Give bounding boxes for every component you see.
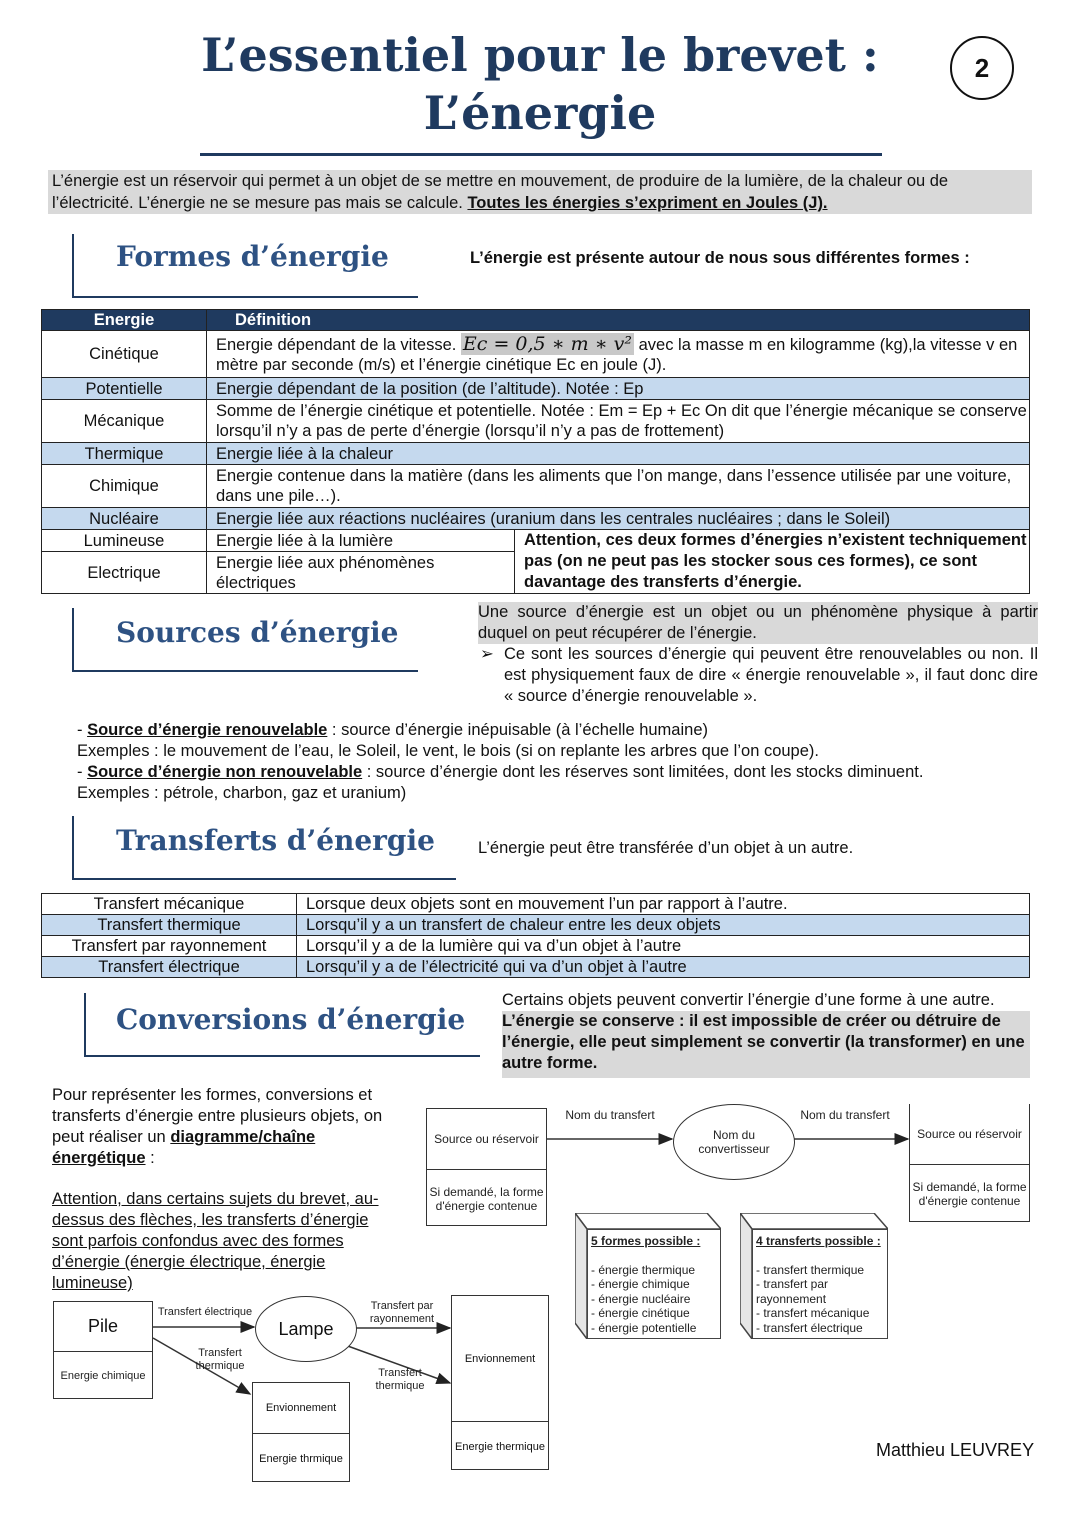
list-item: - énergie cinétique [591, 1306, 690, 1320]
transfer-definition: Lorsqu’il y a de l’électricité qui va d’un objet à l’autre [297, 957, 1030, 978]
transfer-warning-note: Attention, ces deux formes d’énergies n’existent techniquement pas (on ne peut pas les stocker sous ces formes), ce sont davantage des transferts d’énergie. [515, 530, 1030, 594]
diagram-intro-text: Pour représenter les formes, conversions et transferts d’énergie entre plusieurs objets, on peut réaliser un [52, 1086, 383, 1146]
list-item: - énergie potentielle [591, 1320, 697, 1335]
forms-list [587, 1229, 721, 1339]
kinetic-energy-formula: Ec = 0,5 ∗ m ∗ v² [462, 332, 633, 355]
diagram-intro-text: : [145, 1149, 155, 1167]
box-energy-form: Si demandé, la forme d'énergie contenue [910, 1164, 1029, 1222]
energy-name: Cinétique [42, 331, 207, 378]
pile-box [53, 1301, 153, 1399]
environment-energy-form: Energie thermique [452, 1421, 548, 1471]
intro-text: L’énergie est un réservoir qui permet à un objet de se mettre en mouvement, de produire de la lumière, de la chaleur ou de l’électricité. L’énergie ne se mesure pas mais se calcule. [52, 172, 949, 212]
energy-definition: Energie contenue dans la matière (dans les aliments que l’on mange, dans l’essence utilisée par une voiture, dans une pile…). [207, 465, 1030, 508]
section-title-transferts: Transferts d’énergie [116, 824, 435, 857]
renewable-label: Source d’énergie renouvelable [87, 721, 328, 739]
diagram-warning: Attention, dans certains sujets du brevet, au-dessus des flèches, les transferts d’énergie sont parfois confondus avec des formes d’énergie (énergie électrique, énergie lumineuse) [52, 1190, 379, 1292]
title-line-1: L’essentiel pour le brevet : [201, 28, 879, 82]
definition-text: Energie dépendant de la vitesse. [216, 335, 461, 354]
intro-emphasis: Toutes les énergies s’expriment en Joules (J). [467, 194, 828, 212]
non-renewable-label: Source d’énergie non renouvelable [87, 763, 363, 781]
list-item: - énergie thermique [591, 1262, 696, 1277]
pile-energy-form: Energie chimique [54, 1351, 152, 1400]
title-line-2: L’énergie [423, 86, 657, 140]
transfer-label: Transfert thermique [375, 1367, 425, 1392]
box-label: Source ou réservoir [434, 1132, 539, 1146]
energy-name: Lumineuse [42, 530, 207, 552]
transferts-subtitle: L’énergie peut être transférée d’un objet à un autre. [478, 839, 854, 857]
energy-name: Chimique [42, 465, 207, 508]
transfer-label: Transfert par rayonnement [369, 1300, 435, 1325]
pile-label: Pile [87, 1316, 118, 1336]
conversions-text: Certains objets peuvent convertir l’énergie d’une forme à une autre. [502, 991, 995, 1009]
energy-name: Nucléaire [42, 508, 207, 530]
non-renewable-definition: : source d’énergie dont les réserves sont limitées, dont les stocks diminuent. [362, 763, 924, 781]
energy-definition: Energie liée à la lumière [207, 530, 515, 552]
list-item: - transfert électrique [756, 1320, 863, 1335]
transfers-list-title: 4 transferts possible : [756, 1234, 881, 1248]
converter-ellipse: Nom du convertisseur [673, 1104, 795, 1180]
transfer-name: Transfert électrique [42, 957, 297, 978]
formes-subtitle: L’énergie est présente autour de nous sous différentes formes : [470, 249, 970, 267]
environment-label: Envionnement [464, 1352, 536, 1365]
energy-definition: Somme de l’énergie cinétique et potentielle. Notée : Em = Ep + Ec On dit que l’énergie mécanique se conserve lorsqu’il n’y a pas de perte d’énergie (lorsqu’il n’y a pas de frottement) [207, 400, 1030, 443]
transfer-name: Transfert thermique [42, 915, 297, 936]
transfer-label: Transfert thermique [195, 1347, 245, 1372]
transfer-label: Transfert électrique [157, 1306, 253, 1318]
target-reservoir-box [909, 1104, 1030, 1222]
transfers-list [752, 1229, 888, 1339]
energy-name: Potentielle [42, 378, 207, 400]
energy-definition: Energie liée aux phénomènes électriques [207, 552, 515, 594]
energy-definition: Energie dépendant de la position (de l’altitude). Notée : Ep [207, 378, 1030, 400]
energy-definition: Energie liée à la chaleur [207, 443, 1030, 465]
bullet-text: Ce sont les sources d’énergie qui peuvent être renouvelables ou non. Il est physiquement faux de dire « énergie renouvelable », il faut donc dire « source d’énergie renouvelable ». [504, 645, 1038, 705]
renewable-line: - Source d’énergie renouvelable : source d’énergie inépuisable (à l’échelle humaine) [77, 721, 708, 739]
lampe-ellipse: Lampe [255, 1296, 357, 1362]
energy-name: Thermique [42, 443, 207, 465]
section-title-conversions: Conversions d’énergie [116, 1003, 466, 1036]
transfer-definition: Lorsqu’il y a un transfert de chaleur entre les deux objets [297, 915, 1030, 936]
list-item: - énergie chimique [591, 1277, 690, 1291]
renewable-examples: Exemples : le mouvement de l’eau, le Soleil, le vent, le bois (si on replante les arbres que l’on coupe). [77, 742, 819, 760]
environment-label: Envionnement [265, 1402, 337, 1414]
environment-energy-form: Energie thrmique [253, 1433, 349, 1483]
section-title-formes: Formes d’énergie [116, 240, 389, 273]
column-header: Définition [207, 310, 1030, 331]
energy-conservation-note: L’énergie se conserve : il est impossible de créer ou détruire de l’énergie, elle peut simplement se convertir (la transformer) en une autre forme. [502, 1011, 1030, 1078]
environment-box-1 [252, 1382, 350, 1482]
transfer-label: Nom du transfert [565, 1108, 655, 1122]
author-name: Matthieu LEUVREY [876, 1440, 1035, 1460]
non-renewable-line: - Source d’énergie non renouvelable : source d’énergie dont les réserves sont limitées, dont les stocks diminuent. [77, 763, 924, 781]
transfers-box [740, 1213, 888, 1339]
energy-definition: Energie liée aux réactions nucléaires (uranium dans les centrales nucléaires ; dans le Soleil) [207, 508, 1030, 530]
arrow-bullet-icon: ➢ [480, 645, 494, 663]
transfer-label: Nom du transfert [800, 1108, 890, 1122]
transfer-name: Transfert par rayonnement [42, 936, 297, 957]
list-item: - transfert par rayonnement [756, 1277, 829, 1306]
list-item: - transfert thermique [756, 1262, 865, 1277]
list-item: - énergie nucléaire [591, 1291, 691, 1306]
source-definition: Une source d’énergie est un objet ou un phénomène physique à partir duquel on peut récupérer de l’énergie. [478, 603, 1038, 642]
page-number-badge: 2 [950, 36, 1014, 100]
non-renewable-examples: Exemples : pétrole, charbon, gaz et uranium) [77, 784, 407, 802]
environment-box-2 [451, 1295, 549, 1470]
source-reservoir-box [426, 1108, 547, 1226]
box-energy-form: Si demandé, la forme d'énergie contenue [427, 1169, 546, 1227]
renewable-definition: : source d’énergie inépuisable (à l’échelle humaine) [327, 721, 708, 739]
list-item: - transfert mécanique [756, 1306, 870, 1320]
forms-list-title: 5 formes possible : [591, 1234, 701, 1248]
energy-name: Electrique [42, 552, 207, 594]
definition-text: avec la masse m en kilogramme (kg),la vitesse v en mètre par seconde (m/s) et l’énergie cinétique Ec en joule (J). [216, 335, 1018, 374]
box-label: Source ou réservoir [917, 1127, 1022, 1141]
energy-forms-box [575, 1213, 721, 1339]
diagram-term: diagramme/chaîne énergétique [52, 1128, 316, 1167]
column-header: Energie [42, 310, 207, 331]
transfer-name: Transfert mécanique [42, 894, 297, 915]
section-title-sources: Sources d’énergie [116, 616, 399, 649]
energy-name: Mécanique [42, 400, 207, 443]
transfer-definition: Lorsque deux objets sont en mouvement l’un par rapport à l’autre. [297, 894, 1030, 915]
transfer-definition: Lorsqu’il y a de la lumière qui va d’un objet à l’autre [297, 936, 1030, 957]
